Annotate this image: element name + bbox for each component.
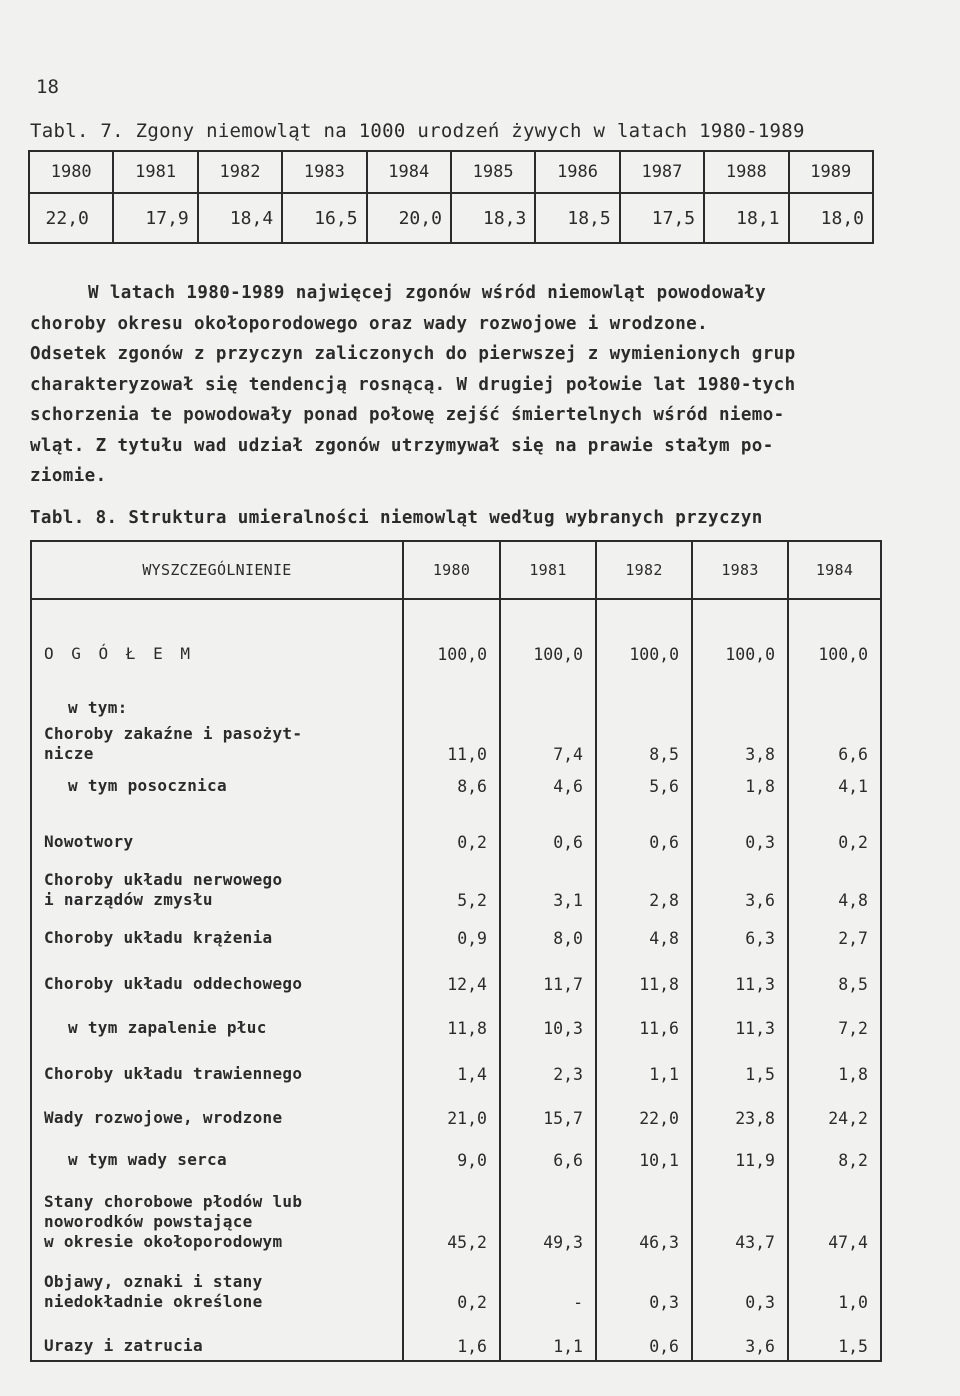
value-cell: 11,0 xyxy=(403,722,500,768)
row-label: Wady rozwojowe, wrodzone xyxy=(31,1088,403,1132)
value-cell: 10,3 xyxy=(500,998,596,1042)
value-cell: 0,2 xyxy=(403,800,500,856)
row-label: Choroby układu oddechowego xyxy=(31,952,403,998)
value-cell: 4,8 xyxy=(596,914,692,952)
table-row xyxy=(31,1174,881,1256)
value-cell: 11,7 xyxy=(500,952,596,998)
column-header-label: WYSZCZEGÓLNIENIE xyxy=(31,541,403,599)
table-row xyxy=(31,1316,881,1361)
paragraph-line: Odsetek zgonów z przyczyn zaliczonych do pierwszej z wymienionych grup xyxy=(30,344,796,364)
value-cell: 4,8 xyxy=(788,856,881,914)
table-row xyxy=(31,599,881,668)
value-cell: 0,6 xyxy=(596,1316,692,1361)
value-cell: 11,3 xyxy=(692,998,788,1042)
value-cell: 0,3 xyxy=(692,1256,788,1316)
value-cell: 17,9 xyxy=(113,193,197,243)
year-cell: 1984 xyxy=(367,151,451,193)
value-cell: 18,1 xyxy=(704,193,788,243)
value-cell: 47,4 xyxy=(788,1174,881,1256)
year-cell: 1985 xyxy=(451,151,535,193)
row-label: w tym: xyxy=(31,668,403,722)
value-cell: 15,7 xyxy=(500,1088,596,1132)
value-cell: 3,6 xyxy=(692,856,788,914)
row-label: Stany chorobowe płodów lub noworodków powstające w okresie okołoporodowym xyxy=(31,1174,403,1256)
value-cell: 24,2 xyxy=(788,1088,881,1132)
row-label: Choroby zakaźne i pasożyt- nicze xyxy=(31,722,403,768)
value-cell: 22,0 xyxy=(596,1088,692,1132)
value-cell: 100,0 xyxy=(500,599,596,668)
value-cell: 3,8 xyxy=(692,722,788,768)
value-cell: 1,0 xyxy=(788,1256,881,1316)
table-row xyxy=(31,1042,881,1088)
table-value-row xyxy=(29,193,873,243)
table-row xyxy=(31,1132,881,1174)
paragraph-line: wląt. Z tytułu wad udział zgonów utrzymywał się na prawie stałym po- xyxy=(30,435,774,456)
table-8-title: Tabl. 8. Struktura umieralności niemowląt według wybranych przyczyn xyxy=(30,508,763,528)
year-cell: 1986 xyxy=(535,151,619,193)
value-cell: 21,0 xyxy=(403,1088,500,1132)
value-cell: 1,5 xyxy=(788,1316,881,1361)
year-cell: 1980 xyxy=(29,151,113,193)
value-cell: 46,3 xyxy=(596,1174,692,1256)
mortality-structure-table xyxy=(30,540,882,1362)
row-label: Choroby układu nerwowego i narządów zmysłu xyxy=(31,856,403,914)
row-label: Nowotwory xyxy=(31,800,403,856)
value-cell: 18,0 xyxy=(789,193,873,243)
table-7-title: Tabl. 7. Zgony niemowląt na 1000 urodzeń żywych w latach 1980-1989 xyxy=(30,120,805,142)
value-cell: 100,0 xyxy=(692,599,788,668)
table-header-row xyxy=(31,541,881,599)
table-body xyxy=(31,599,881,1361)
value-cell: 11,3 xyxy=(692,952,788,998)
value-cell xyxy=(788,668,881,722)
value-cell: 8,6 xyxy=(403,768,500,800)
value-cell: 1,8 xyxy=(692,768,788,800)
value-cell: 8,5 xyxy=(596,722,692,768)
table-row xyxy=(31,914,881,952)
table-row xyxy=(31,1256,881,1316)
row-label: Urazy i zatrucia xyxy=(31,1316,403,1361)
row-label: w tym posocznica xyxy=(31,768,403,800)
value-cell: 0,6 xyxy=(596,800,692,856)
value-cell: 6,3 xyxy=(692,914,788,952)
value-cell: 9,0 xyxy=(403,1132,500,1174)
value-cell: 11,8 xyxy=(403,998,500,1042)
year-cell: 1988 xyxy=(704,151,788,193)
paragraph-line: ziomie. xyxy=(30,466,107,486)
value-cell: 2,3 xyxy=(500,1042,596,1088)
value-cell: 100,0 xyxy=(596,599,692,668)
value-cell: 43,7 xyxy=(692,1174,788,1256)
value-cell: 4,6 xyxy=(500,768,596,800)
value-cell xyxy=(692,668,788,722)
value-cell: 0,3 xyxy=(596,1256,692,1316)
value-cell: 6,6 xyxy=(500,1132,596,1174)
value-cell: 18,4 xyxy=(198,193,282,243)
value-cell: 18,5 xyxy=(535,193,619,243)
value-cell: 1,1 xyxy=(500,1316,596,1361)
year-cell: 1983 xyxy=(282,151,366,193)
value-cell: 20,0 xyxy=(367,193,451,243)
year-header: 1983 xyxy=(692,541,788,599)
row-label: O G Ó Ł E M xyxy=(31,599,403,668)
value-cell: - xyxy=(500,1256,596,1316)
row-label: w tym wady serca xyxy=(31,1132,403,1174)
year-cell: 1989 xyxy=(789,151,873,193)
table-row xyxy=(31,856,881,914)
value-cell: 8,0 xyxy=(500,914,596,952)
value-cell: 45,2 xyxy=(403,1174,500,1256)
value-cell: 11,6 xyxy=(596,998,692,1042)
value-cell: 1,1 xyxy=(596,1042,692,1088)
year-cell: 1981 xyxy=(113,151,197,193)
value-cell xyxy=(403,668,500,722)
value-cell: 4,1 xyxy=(788,768,881,800)
body-paragraph xyxy=(30,278,890,492)
value-cell: 0,2 xyxy=(403,1256,500,1316)
year-header: 1980 xyxy=(403,541,500,599)
value-cell: 1,6 xyxy=(403,1316,500,1361)
paragraph-line: W latach 1980-1989 najwięcej zgonów wśród niemowląt powodowały xyxy=(88,283,767,303)
value-cell: 3,6 xyxy=(692,1316,788,1361)
infant-mortality-table xyxy=(28,150,874,244)
paragraph-line: choroby okresu okołoporodowego oraz wady rozwojowe i wrodzone. xyxy=(30,313,709,334)
table-row xyxy=(31,998,881,1042)
year-cell: 1982 xyxy=(198,151,282,193)
value-cell: 0,9 xyxy=(403,914,500,952)
value-cell: 7,4 xyxy=(500,722,596,768)
table-row xyxy=(31,722,881,768)
value-cell: 5,6 xyxy=(596,768,692,800)
table-header-row xyxy=(29,151,873,193)
value-cell: 11,8 xyxy=(596,952,692,998)
value-cell: 1,8 xyxy=(788,1042,881,1088)
value-cell: 18,3 xyxy=(451,193,535,243)
table-row xyxy=(31,1088,881,1132)
value-cell xyxy=(596,668,692,722)
year-header: 1981 xyxy=(500,541,596,599)
value-cell: 8,5 xyxy=(788,952,881,998)
value-cell: 1,4 xyxy=(403,1042,500,1088)
value-cell: 7,2 xyxy=(788,998,881,1042)
value-cell: 0,2 xyxy=(788,800,881,856)
value-cell: 49,3 xyxy=(500,1174,596,1256)
value-cell: 17,5 xyxy=(620,193,704,243)
row-label: Choroby układu trawiennego xyxy=(31,1042,403,1088)
value-cell: 22,0 xyxy=(29,193,113,243)
value-cell: 23,8 xyxy=(692,1088,788,1132)
value-cell: 6,6 xyxy=(788,722,881,768)
table-row xyxy=(31,768,881,800)
table-row xyxy=(31,800,881,856)
value-cell: 16,5 xyxy=(282,193,366,243)
value-cell: 2,7 xyxy=(788,914,881,952)
value-cell: 10,1 xyxy=(596,1132,692,1174)
value-cell: 100,0 xyxy=(788,599,881,668)
year-cell: 1987 xyxy=(620,151,704,193)
value-cell: 8,2 xyxy=(788,1132,881,1174)
year-header: 1984 xyxy=(788,541,881,599)
paragraph-line: charakteryzował się tendencją rosnącą. W drugiej połowie lat 1980-tych xyxy=(30,374,796,395)
value-cell: 0,3 xyxy=(692,800,788,856)
value-cell: 1,5 xyxy=(692,1042,788,1088)
value-cell: 11,9 xyxy=(692,1132,788,1174)
row-label: Choroby układu krążenia xyxy=(31,914,403,952)
value-cell: 5,2 xyxy=(403,856,500,914)
value-cell: 100,0 xyxy=(403,599,500,668)
value-cell: 3,1 xyxy=(500,856,596,914)
table-row xyxy=(31,952,881,998)
paragraph-line: schorzenia te powodowały ponad połowę zejść śmiertelnych wśród niemo- xyxy=(30,405,785,425)
value-cell: 2,8 xyxy=(596,856,692,914)
year-header: 1982 xyxy=(596,541,692,599)
table-row xyxy=(31,668,881,722)
page-number: 18 xyxy=(36,76,59,98)
value-cell: 12,4 xyxy=(403,952,500,998)
value-cell: 0,6 xyxy=(500,800,596,856)
value-cell xyxy=(500,668,596,722)
row-label: w tym zapalenie płuc xyxy=(31,998,403,1042)
row-label: Objawy, oznaki i stany niedokładnie określone xyxy=(31,1256,403,1316)
